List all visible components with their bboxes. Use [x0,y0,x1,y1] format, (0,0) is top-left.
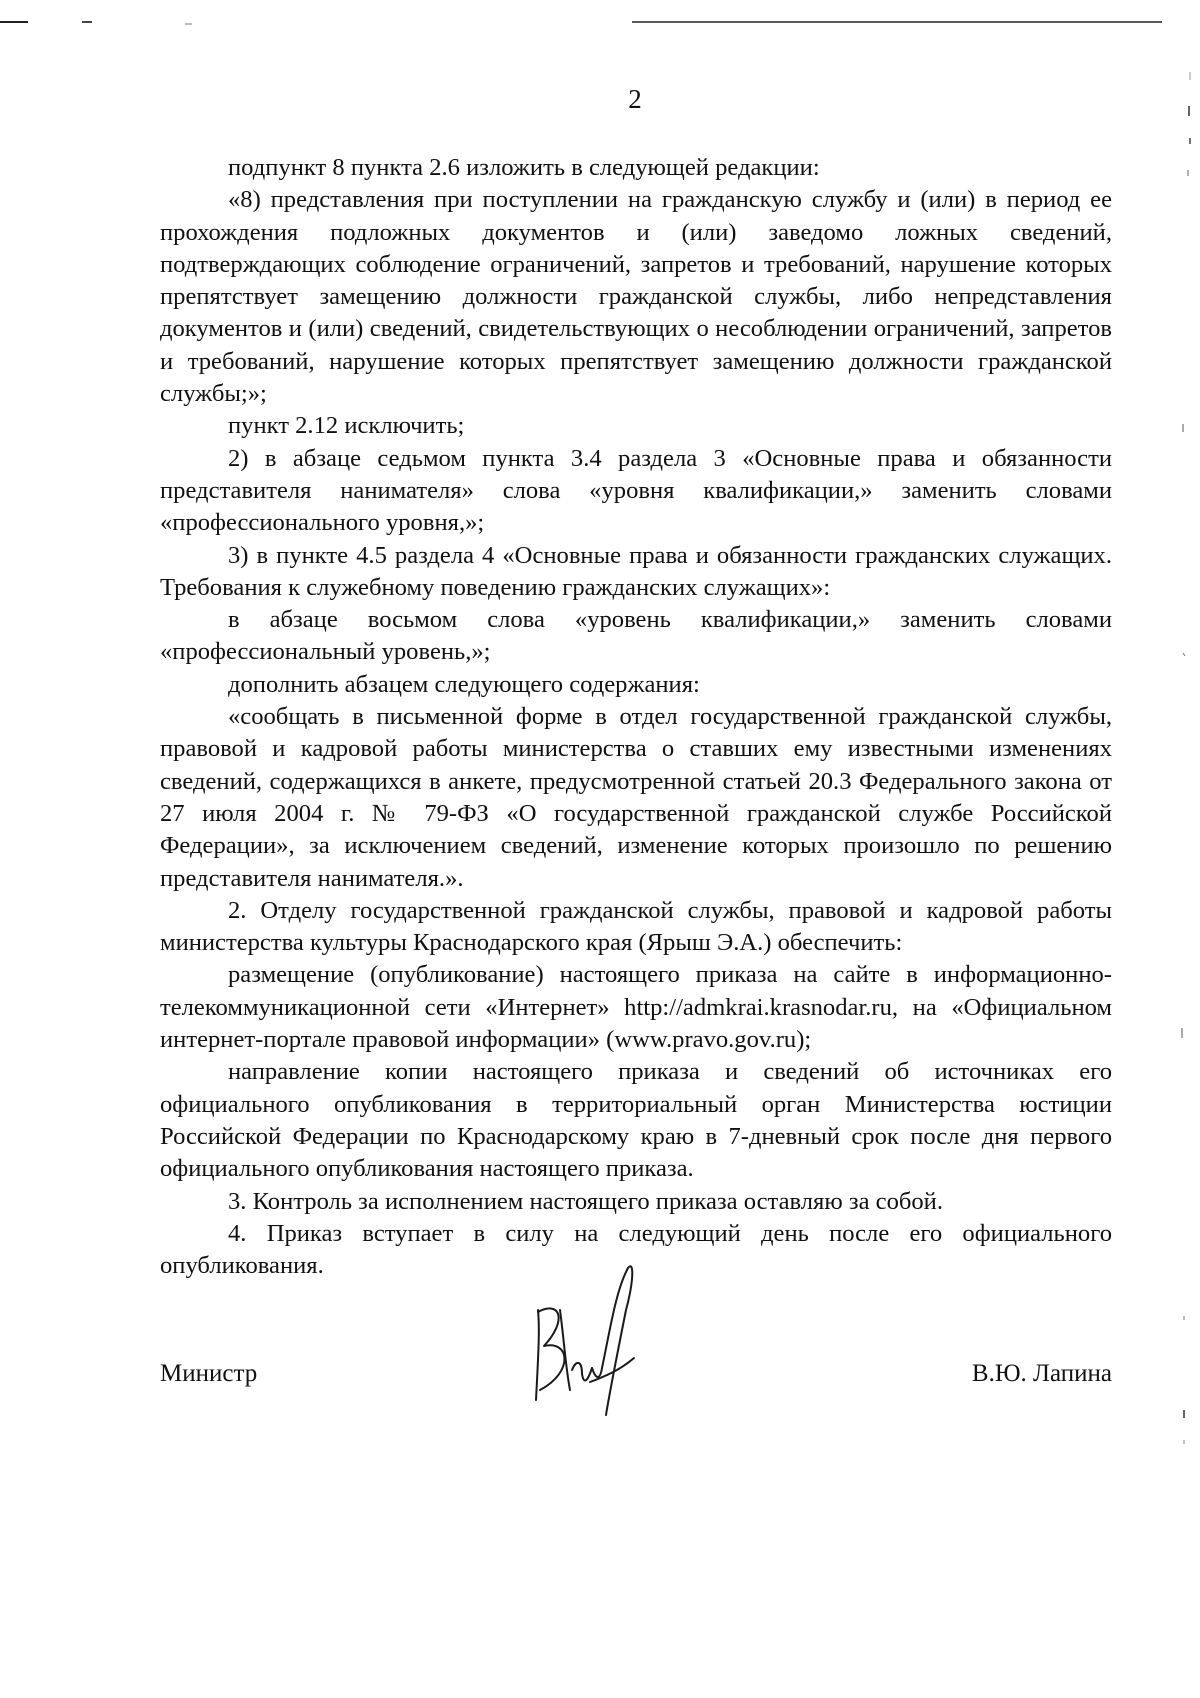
scan-edge-marks [1140,0,1200,1698]
paragraph: 2) в абзаце седьмом пункта 3.4 раздела 3 «Основные права и обязанности представителя нанимателя» слова «уровня квалификации,» заменить словами «профессионального уровня,»; [160,444,1112,537]
paragraph: «8) представления при поступлении на гражданскую службу и (или) в период ее прохождения подложных документов и (или) заведомо ложных сведений, подтверждающих соблюдение ограничений, запретов и требований, нарушение которых препятствует замещению должности гражданской службы, либо непредставления документов и (или) сведений, свидетельствующих о несоблюдении ограничений, запретов и требований, нарушение которых препятствует замещению должности гражданской службы;»; [160,186,1112,408]
paragraph: 2. Отделу государственной гражданской службы, правовой и кадровой работы министерства культуры Краснодарского края (Ярыш Э.А.) обеспечить: [160,896,1112,957]
signatory-name: В.Ю. Лапина [971,1360,1112,1387]
paragraph: подпункт 8 пункта 2.6 изложить в следующей редакции: [228,154,820,181]
paragraph: размещение (опубликование) настоящего приказа на сайте в информационно-телекоммуникационной сети «Интернет» http://admkrai.krasnodar.ru, на «Официальном интернет-портале правовой информации» (www.pravo.gov.ru); [160,961,1112,1054]
paragraph: 3) в пункте 4.5 раздела 4 «Основные права и обязанности гражданских служащих. Требования к служебному поведению гражданских служащих»: [160,541,1112,601]
paragraph: пункт 2.12 исключить; [228,412,465,440]
document-body [160,152,1112,1282]
paragraph: «сообщать в письменной форме в отдел государственной гражданской службы, правовой и кадровой работы министерства о ставших ему известными изменениях сведений, содержащихся в анкете, предусмотренной статьей 20.3 Федерального закона от 27 июля 2004 г. № 79-ФЗ «О государственной гражданской службе Российской Федерации», за исключением сведений, изменение которых произошло по решению представителя нанимателя.». [160,703,1112,892]
paragraph: 3. Контроль за исполнением настоящего приказа оставляю за собой. [228,1187,943,1215]
paragraph: дополнить абзацем следующего содержания: [228,670,700,698]
page-number: 2 [628,84,642,114]
paragraph: 4. Приказ вступает в силу на следующий день после его официального опубликования. [160,1219,1112,1280]
paragraph: в абзаце восьмом слова «уровень квалификации,» заменить словами «профессиональный уровень,»; [160,606,1112,666]
paragraph: направление копии настоящего приказа и сведений об источниках его официального опубликования в территориальный орган Министерства юстиции Российской Федерации по Краснодарскому краю в 7-дневный срок после дня первого официального опубликования настоящего приказа. [160,1058,1112,1183]
signature-block [160,1360,1112,1400]
scan-top-marks [0,0,1200,60]
signatory-title: Министр [160,1360,258,1387]
